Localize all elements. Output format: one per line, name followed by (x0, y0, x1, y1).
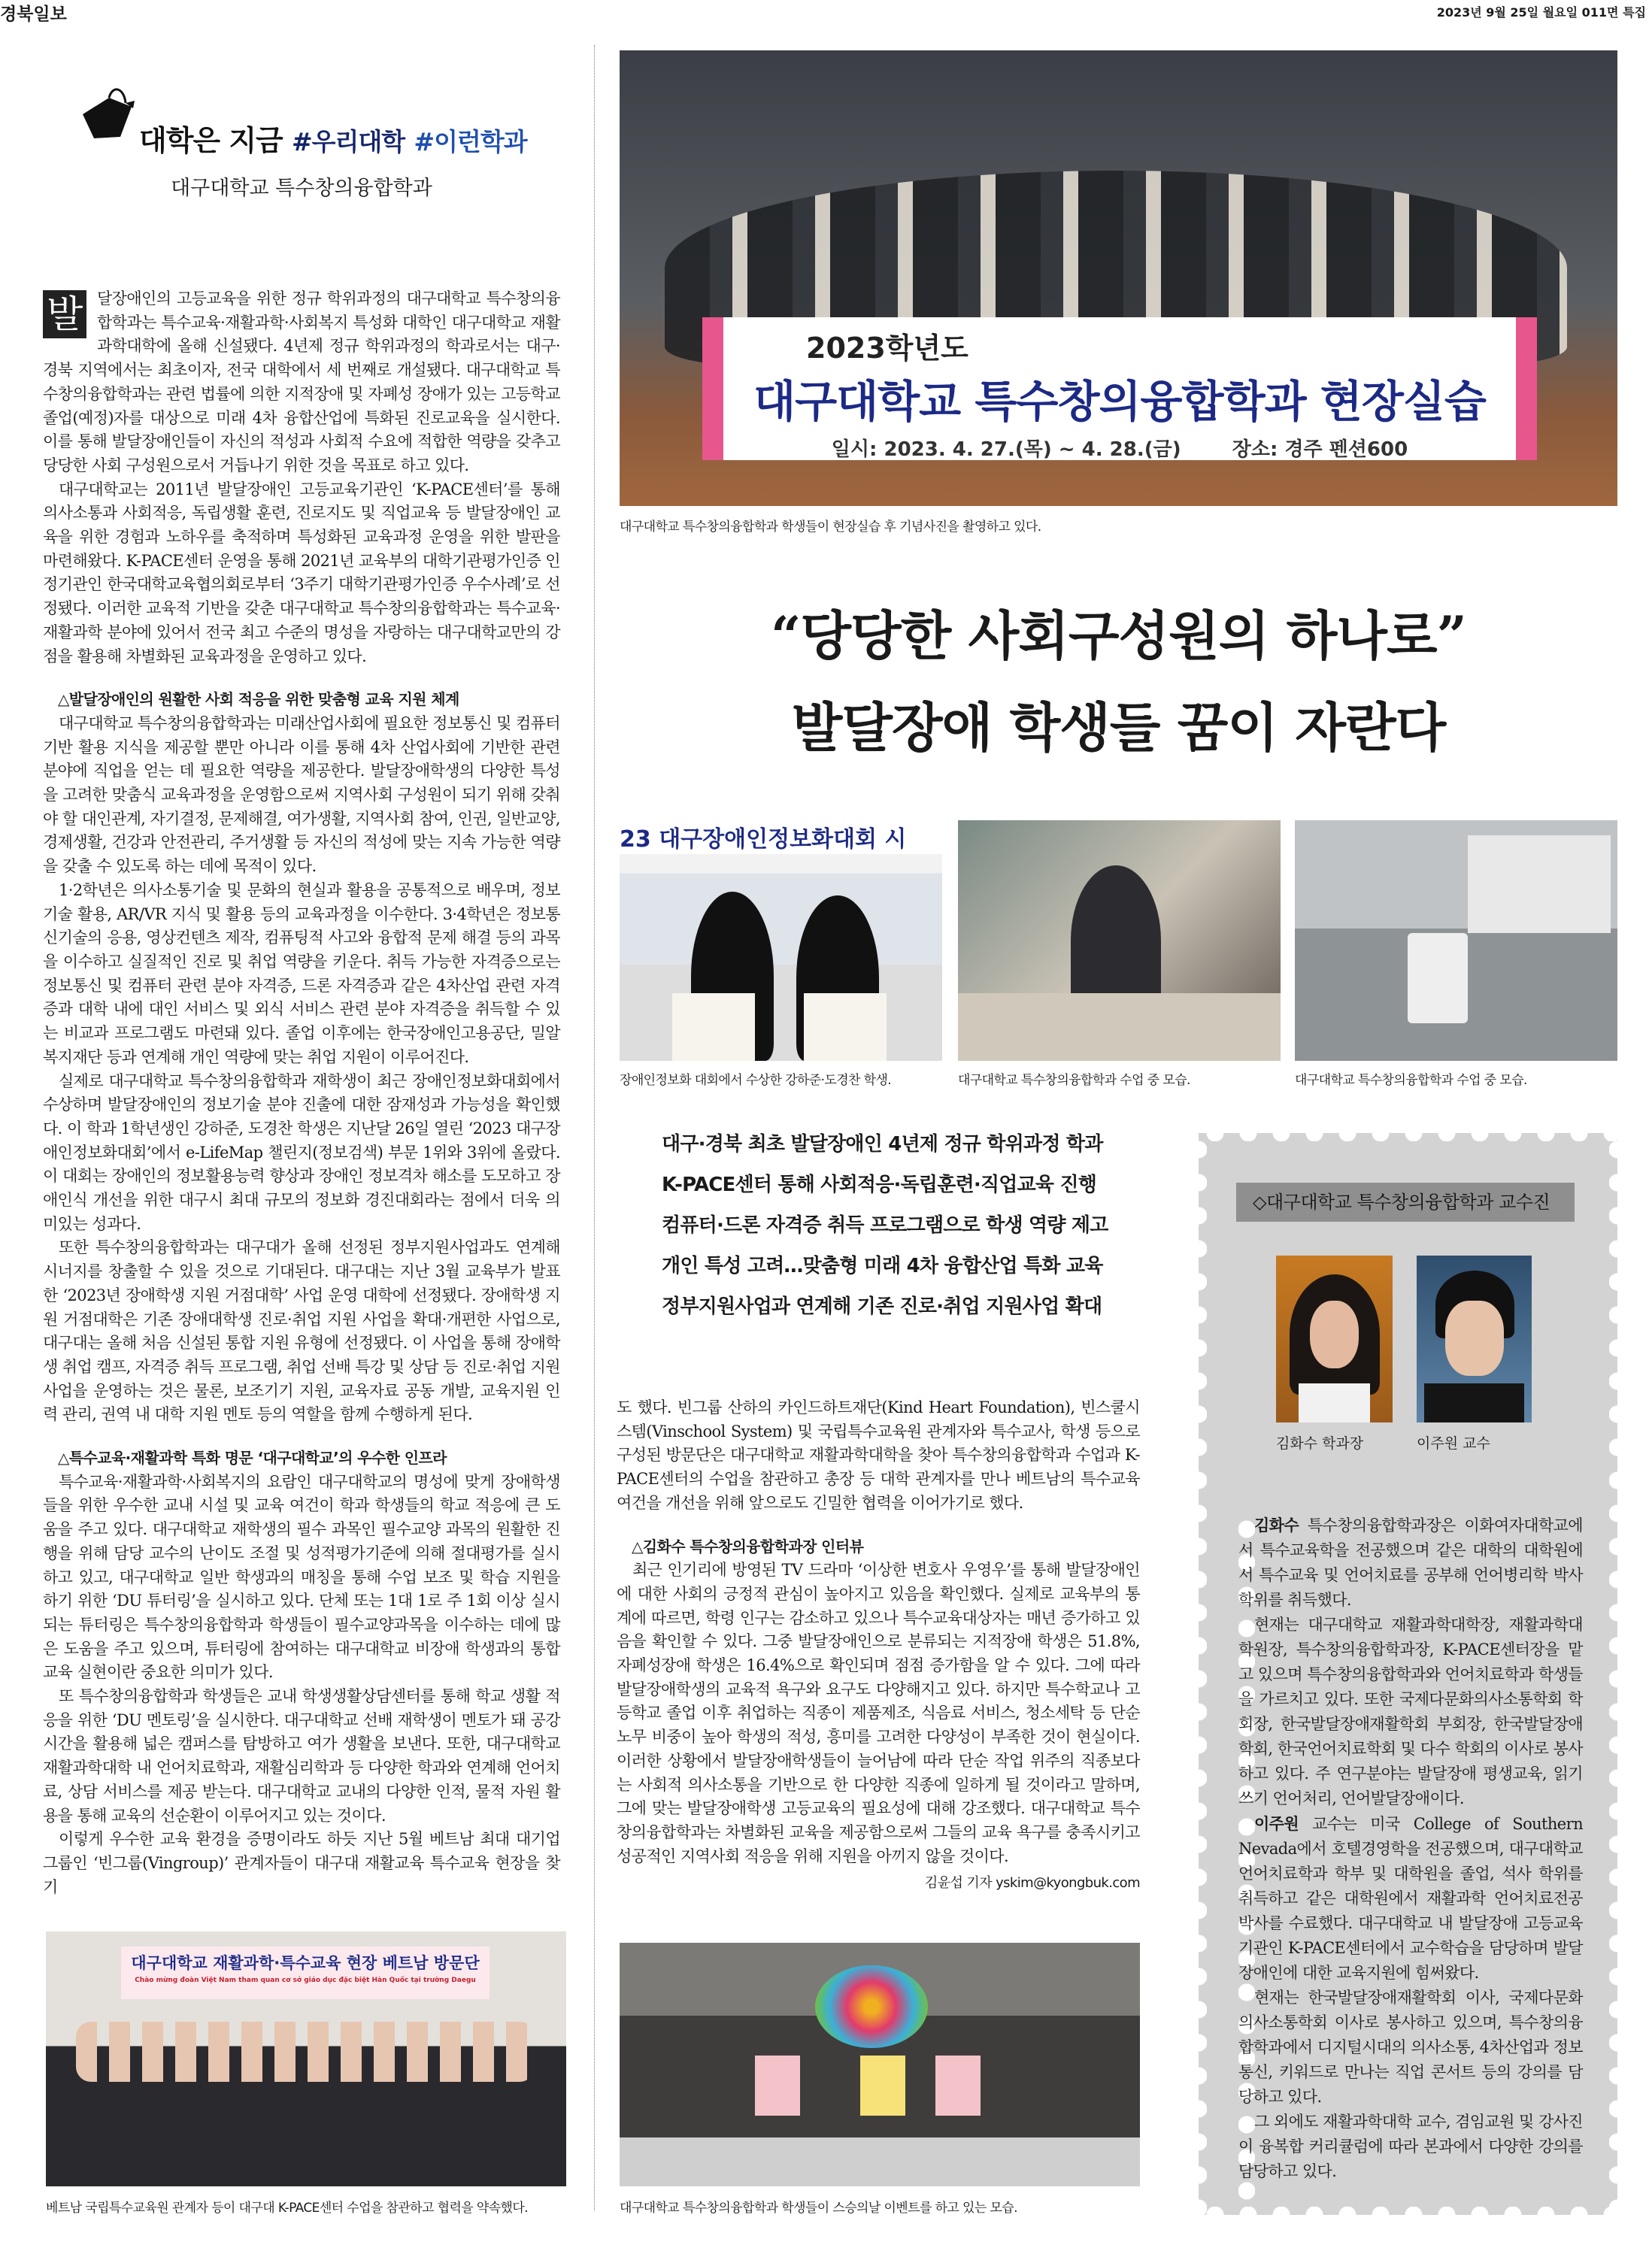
top-photo-caption: 대구대학교 특수창의융합학과 학생들이 현장실습 후 기념사진을 촬영하고 있다. (620, 520, 1041, 535)
profile-text: 특수창의융합학과장은 이화여자대학교에서 특수교육학을 전공했으며 같은 대학의 대학원에서 특수교육 및 언어치료를 공부해 언어병리학 박사 학위를 취득했다. (1238, 1516, 1583, 1609)
article-paragraph: 도 했다. 빈그룹 산하의 카인드하트재단(Kind Heart Foundation), 빈스쿨시스템(Vinschool System) 및 국립특수교육원 관계자와 특수교사, 학생 등으로 구성된 방문단은 대구대학교 재활과학대학을 찾아 특수창의융합학과 수업과 K-PACE센터의 수업을 참관하고 총장 등 대학 관계자를 만나 베트남의 특수교육 여건을 개선을 위해 앞으로도 긴밀한 협력을 이어가기로 했다. (617, 1398, 1140, 1512)
subheadline: 컴퓨터·드론 자격증 취득 프로그램으로 학생 역량 제고 (662, 1214, 1108, 1237)
faculty-profiles (1238, 1513, 1583, 2215)
prof-name: 이주원 (1254, 1814, 1299, 1833)
article-paragraph: 대구대학교 특수창의융합학과는 미래산업사회에 필요한 정보통신 및 컴퓨터 기반 활용 지식을 제공할 뿐만 아니라 이를 통해 4차 산업사회에 기반한 관련 분야에 직업을 얻는 데 필요한 역량을 제공한다. 발달장애학생의 다양한 특성을 고려한 맞춤식 교육과정을 운영함으로써 지역사회 구성원이 되기 위해 갖춰야 할 대인관계, 자기결정, 문제해결, 여가생활, 지역사회 참여, 인권, 일반교양, 경제생활, 건강과 안전관리, 주거생활 등 자신의 적성에 맞는 지속 가능한 역량을 갖출 수 있도록 하는 데에 목적이 있다. (43, 713, 560, 876)
article-paragraph: 달장애인의 고등교육을 위한 정규 학위과정의 대구대학교 특수창의융합학과는 특수교육·재활과학·사회복지 특성화 대학인 대구대학교 재활과학대학에 올해 신설됐다. 4년제 정규 학위과정의 학과로서는 대구·경북 지역에서는 최초이자, 전국 대학에서 세 번째로 개설됐다. 대구대학교 특수창의융합학과는 관련 법률에 의한 지적장애 및 자폐성 장애가 있는 고등학교 졸업(예정)자를 대상으로 미래 4차 융합산업에 특화된 진로교육을 실시한다. 이를 통해 발달장애인들이 자신의 적성과 사회적 수요에 적합한 역량을 갖추고 당당한 사회 구성원으로서 거듭나기 위한 것을 목표로 하고 있다. (43, 289, 560, 474)
article-paragraph: 최근 인기리에 방영된 TV 드라마 ‘이상한 변호사 우영우’를 통해 발달장애인에 대한 사회의 긍정적 관심이 높아지고 있음을 확인했다. 실제로 교육부의 통계에 따르면, 학령 인구는 감소하고 있으나 특수교육대상자는 매년 증가하고 있음을 확인할 수 있다. 그중 발달장애인으로 분류되는 지적장애 학생은 51.8%, 자폐성장애 학생은 16.4%으로 확인되며 점점 증가함을 알 수 있다. 그에 따라 발달장애학생의 교육적 욕구와 요구도 다양해지고 있다. 하지만 특수학교나 고등학교 졸업 이후 취업하는 직종이 제품제조, 식음료 서비스, 청소세탁 등 단순 노무 비중이 높아 학생의 적성, 흥미를 고려한 다양성이 부족한 것이 현실이다. 이러한 상황에서 발달장애학생들이 늘어남에 따라 단순 작업 위주의 직종보다는 사회적 의사소통을 기반으로 한 다양한 직종에 일하게 될 것이라고 말하며, 그에 맞는 발달장애학생 고등교육의 필요성에 대해 강조했다. 대구대학교 특수창의융합학과는 차별화된 교육을 제공함으로써 그들의 교육 욕구를 충족시키고 성공적인 지역사회 적응을 위해 지원을 아끼지 않을 것이다. (617, 1561, 1140, 1865)
vietnam-banner-title: 대구대학교 재활과학·특수교육 현장 베트남 방문단 (131, 1954, 480, 1972)
article-paragraph: 또 특수창의융합학과 학생들은 교내 학생생활상담센터를 통해 학교 생활 적응을 위한 ‘DU 멘토링’을 실시한다. 대구대학교 선배 재학생이 멘토가 돼 공강시간을 활용해 넓은 캠퍼스를 탐방하고 여가 생활을 보낸다. 또한, 대구대학교 재활과학대학 내 언어치료학과, 재활심리학과 등 다양한 학과와 연계해 언어치료, 상담 서비스를 제공 받는다. 대구대학교 교내의 다양한 인적, 물적 자원 활용을 통해 교육의 선순환이 이루어지고 있는 것이다. (43, 1687, 560, 1825)
subheadline: K-PACE센터 통해 사회적응·독립훈련·직업교육 진행 (662, 1174, 1097, 1196)
award-photo-banner: 23 대구장애인정보화대회 시 (620, 820, 942, 854)
subheadline: 개인 특성 고려…맞춤형 미래 4차 융합산업 특화 교육 (662, 1255, 1103, 1277)
profile-text: 교수는 미국 College of Southern Nevada에서 호텔경영학을 전공했으며, 대구대학교 언어치료학과 학부 및 대학원을 졸업, 석사 학위를 취득하고 같은 대학원에서 재활과학 언어치료전공 박사를 수료했다. 대구대학교 내 발달장애 고등교육기관인 K-PACE센터에서 교수학습을 담당하며 발달장애인에 대한 교육지원에 힘써왔다. (1238, 1815, 1583, 1982)
award-photo-caption: 장애인정보화 대회에서 수상한 강하준·도경찬 학생. (620, 1073, 892, 1088)
vietnam-banner (121, 1947, 490, 1999)
headline-line-1: “당당한 사회구성원의 하나로” (771, 604, 1466, 667)
series-tag-department: #이런학과 (414, 127, 527, 156)
profile-text: 그 외에도 재활과학대학 교수, 겸임교원 및 강사진이 융복합 커리큘럼에 따라 본과에서 다양한 강의를 담당하고 있다. (1238, 2113, 1583, 2180)
headline-line-2: 발달장애 학생들 꿈이 자란다 (791, 696, 1446, 759)
teachers-day-photo (620, 1943, 1140, 2186)
prof-kim-photo (1276, 1256, 1393, 1422)
faculty-box (1199, 1133, 1617, 2215)
article-paragraph: 실제로 대구대학교 특수창의융합학과 재학생이 최근 장애인정보화대회에서 수상하며 발달장애인의 정보기술 분야 진출에 대한 잠재성과 가능성을 확인했다. 이 학과 1학년생인 강하준, 도경찬 학생은 지난달 26일 열린 ‘2023 대구장애인정보화대회’에서 e-LifeMap 챌린지(정보검색) 부문 1위와 3위에 올랐다. 이 대회는 장애인의 정보활용능력 향상과 장애인 정보격차 해소를 도모하고 장애인식 개선을 위한 대구시 최대 규모의 정보화 경진대회라는 점에서 더욱 의미있는 성과다. (43, 1071, 560, 1233)
class-photo-1 (958, 820, 1281, 1061)
teachers-day-photo-caption: 대구대학교 특수창의융합학과 학생들이 스승의날 이벤트를 하고 있는 모습. (620, 2201, 1017, 2216)
banner-year: 2023학년도 (806, 332, 968, 365)
newspaper-masthead: 경북일보 (0, 5, 67, 24)
section-heading: △발달장애인의 원활한 사회 적응을 위한 맞춤형 교육 지원 체계 (58, 690, 459, 709)
series-title (139, 117, 527, 159)
banner-place: 장소: 경주 펜션600 (1232, 438, 1408, 461)
banner-date: 일시: 2023. 4. 27.(목) ~ 4. 28.(금) (831, 438, 1181, 461)
article-paragraph: 1·2학년은 의사소통기술 및 문화의 현실과 활용을 공통적으로 배우며, 정보기술 활용, AR/VR 지식 및 활용 등의 교육과정을 이수한다. 3·4학년은 정보통신기술의 응용, 영상컨텐츠 제작, 컴퓨팅적 사고와 융합적 문제 해결 등의 과목을 이수하고 실질적인 진로 및 취업 역량을 키운다. 취득 가능한 자격증으로는 정보통신 및 컴퓨터 관련 분야 자격증, 드론 자격증과 같은 4차산업 관련 자격증과 대학 내에 대인 서비스 및 외식 서비스 관련 분야 자격증을 취득할 수 있는 비교과 프로그램도 마련돼 있다. 졸업 이후에는 한국장애인고용공단, 밀알복지재단 등과 연계해 개인 역량에 맞는 취업 지원이 이루어진다. (43, 880, 560, 1066)
subheadline: 대구·경북 최초 발달장애인 4년제 정규 학위과정 학과 (662, 1133, 1103, 1156)
vietnam-visit-photo (46, 1931, 566, 2186)
subheadline: 정부지원사업과 연계해 기존 진로·취업 지원사업 확대 (662, 1295, 1102, 1318)
vietnam-photo-caption: 베트남 국립특수교육원 관계자 등이 대구대 K-PACE센터 수업을 참관하고 협력을 약속했다. (46, 2201, 528, 2216)
series-tag-university: #우리대학 (292, 127, 405, 156)
section-heading: △특수교육·재활과학 특화 명문 ‘대구대학교’의 우수한 인프라 (58, 1449, 447, 1468)
profile-text: 현재는 한국발달장애재활학회 이사, 국제다문화의사소통학회 이사로 봉사하고 있으며, 특수창의융합학과에서 디지털시대의 의사소통, 4차산업과 정보통신, 키워드로 만나는 직업 콘서트 등의 강의를 담당하고 있다. (1238, 1989, 1583, 2106)
field-trip-banner (702, 317, 1537, 460)
prof-lee-photo (1417, 1256, 1532, 1422)
article-paragraph: 대구대학교는 2011년 발달장애인 고등교육기관인 ‘K-PACE센터’를 통해 의사소통과 사회적응, 독립생활 훈련, 진로지도 및 직업교육 등 발달장애인 교육을 위한 경험과 노하우를 축적하며 특성화된 교육과정 운영을 위한 발판을 마련해왔다. K-PACE센터 운영을 통해 2021년 교육부의 대학기관평가인증 인정기관인 한국대학교육협의회로부터 ‘3주기 대학기관평가인증 우수사례’로 선정됐다. 이러한 교육적 기반을 갖춘 대구대학교 특수창의융합학과는 특수교육·재활과학 분야에 있어서 전국 최고 수준의 명성을 자랑하는 대구대학교만의 강점을 활용해 차별화된 교육과정을 운영하고 있다. (43, 480, 560, 665)
article-paragraph: 이렇게 우수한 교육 환경을 증명이라도 하듯 지난 5월 베트남 최대 대기업 그룹인 ‘빈그룹(Vingroup)’ 관계자들이 대구대 재활교육 특수교육 현장을 찾기 (43, 1830, 560, 1896)
faculty-heading: ◇대구대학교 특수창의융합학과 교수진 (1236, 1183, 1575, 1222)
article-middle-column (617, 1396, 1140, 1895)
section-heading: △김화수 특수창의융합학과장 인터뷰 (632, 1537, 864, 1556)
department-title: 대구대학교 특수창의융합학과 (171, 177, 432, 200)
article-paragraph: 특수교육·재활과학·사회복지의 요람인 대구대학교의 명성에 맞게 장애학생들을 위한 우수한 교내 시설 및 교육 여건이 학과 학생들의 학교 적응에 큰 도움을 주고 있다. 대구대학교 재학생의 필수 과목인 필수교양 과목의 원활한 진행을 위해 담당 교수의 난이도 조절 및 성적평가기준에 의해 절대평가를 실시하고 있고, 대구대학교 일반 학생과의 매칭을 통해 수업 보조 및 학습 지원을 하기 위한 ‘DU 튜터링’을 실시하고 있다. 단체 또는 1대 1로 주 1회 이상 실시되는 튜터링은 특수창의융합학과 학생들이 필수교양과목을 이수하는 데에 많은 도움을 주고 있으며, 튜터링에 참여하는 대구대학교 비장애 학생과의 통합교육 실현이란 중요한 의미가 있다. (43, 1472, 560, 1682)
prof-kim-caption: 김화수 학과장 (1276, 1435, 1364, 1452)
drop-cap: 발 (43, 290, 86, 338)
banner-title: 대구대학교 특수창의융합학과 현장실습 (753, 376, 1486, 427)
column-divider (594, 45, 595, 2210)
class-photo-2 (1295, 820, 1617, 1061)
article-paragraph: 또한 특수창의융합학과는 대구대가 올해 선정된 정부지원사업과도 연계해 시너지를 창출할 수 있을 것으로 기대된다. 대구대는 지난 3월 교육부가 발표한 ‘2023년 장애학생 지원 거점대학’ 사업 운영 대학에 선정됐다. 장애학생 지원 거점대학은 기존 장애대학생 진로·취업 지원 사업을 확대·개편한 사업으로, 대구대는 올해 처음 신설된 통합 지원 유형에 선정됐다. 이 사업을 통해 장애학생 취업 캠프, 자격증 취득 프로그램, 취업 선배 특강 및 상담 등 진로·취업 지원 사업을 운영하는 것은 물론, 보조기기 지원, 교육자료 공동 개발, 교육지원 인력 관리, 권역 내 대학 지원 멘토 등의 역할을 함께 수행하게 된다. (43, 1238, 560, 1424)
article-left-column (43, 287, 560, 1899)
byline: 김윤섭 기자 yskim@kyongbuk.com (924, 1875, 1140, 1892)
prof-name: 김화수 (1254, 1516, 1299, 1535)
series-logo (79, 84, 560, 159)
dateline: 2023년 9월 25일 월요일 011면 특집 (1436, 5, 1646, 20)
subheadline-block (662, 1124, 1108, 1327)
profile-text: 현재는 대구대학교 재활과학대학장, 재활과학대학원장, 특수창의융합학과장, K-PACE센터장을 맡고 있으며 특수창의융합학과와 언어치료학과 학생들을 가르치고 있다. 또한 국제다문화의사소통학회 학회장, 한국발달장애재활학회 부회장, 한국발달장애학회, 한국언어치료학회 및 다수 학회의 이사로 봉사하고 있다. 주 연구분야는 발달장애 평생교육, 읽기쓰기 언어처리, 언어발달장애이다. (1238, 1616, 1583, 1807)
field-trip-group-photo (620, 50, 1617, 506)
prof-lee-caption: 이주원 교수 (1417, 1435, 1490, 1452)
vietnam-banner-subtitle: Chào mừng đoàn Việt Nam tham quan cơ sở giáo dục đặc biệt Hàn Quốc tại trường Daegu (135, 1977, 476, 1984)
class-photo-2-caption: 대구대학교 특수창의융합학과 수업 중 모습. (1295, 1073, 1527, 1088)
award-photo (620, 820, 942, 1061)
series-title-main: 대학은 지금 (139, 124, 283, 157)
class-photo-1-caption: 대구대학교 특수창의융합학과 수업 중 모습. (958, 1073, 1190, 1088)
